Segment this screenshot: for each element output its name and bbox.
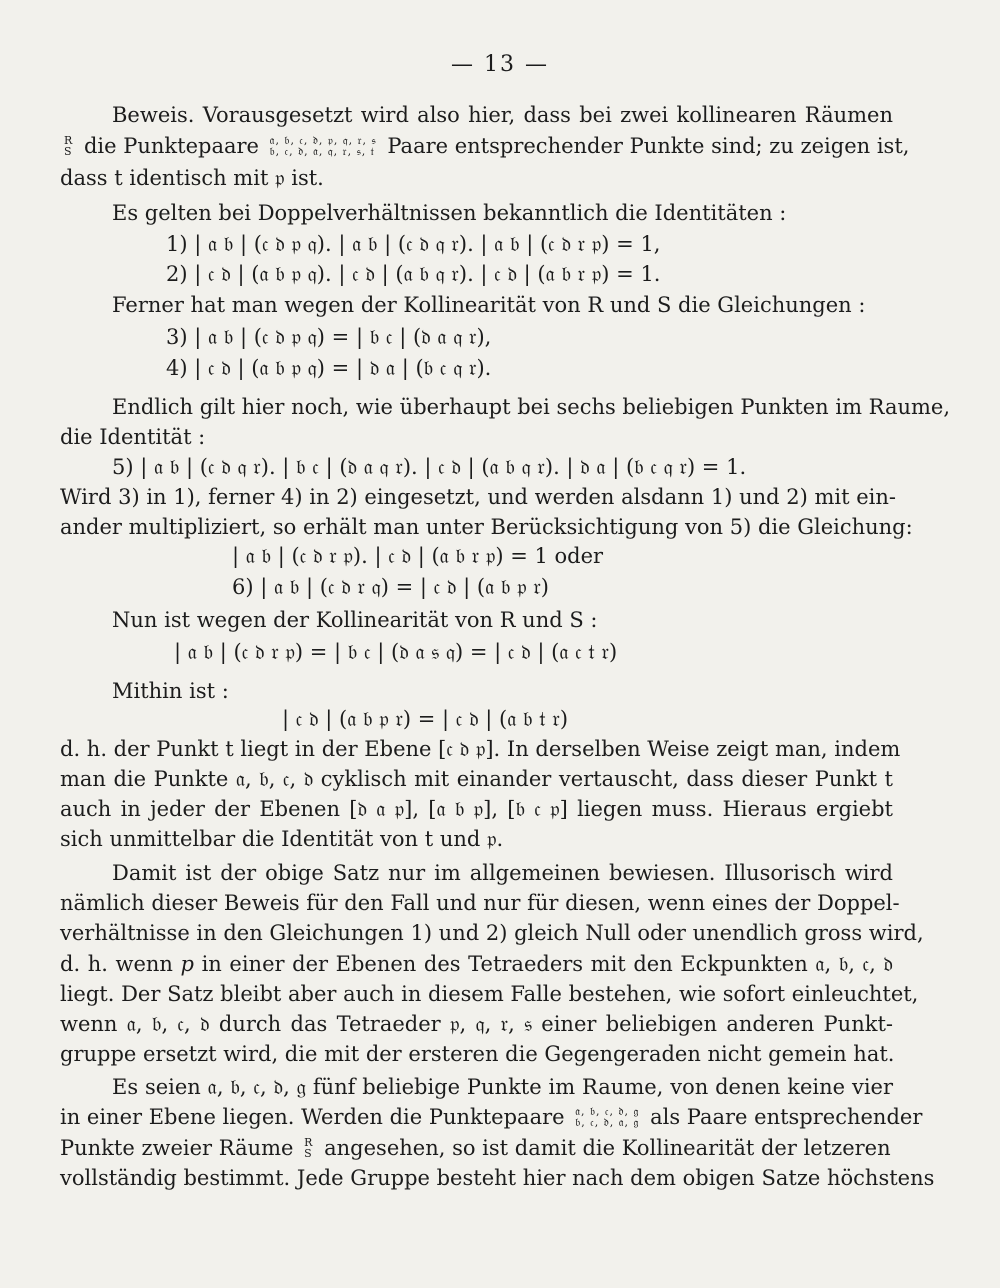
equation-5: 5) | 𝔞 𝔟 | (𝔠 𝔡 𝔮 𝔯). | 𝔟 𝔠 | (𝔡 𝔞 𝔮 𝔯). | 𝔠 𝔡 | (𝔞 𝔟 𝔮 𝔯). | 𝔡 𝔞 | (𝔟 𝔠 𝔮 𝔯) = 1.: [112, 455, 747, 479]
text-line: dass t identisch mit 𝔭 ist.: [60, 166, 324, 190]
text-line: Es seien 𝔞, 𝔟, 𝔠, 𝔡, 𝔤 fünf beliebige Punkte im Raume, von denen keine vier: [112, 1075, 893, 1099]
text-span: die Punktepaare: [83, 134, 259, 158]
text-line: gruppe ersetzt wird, die mit der ersteren die Gegengeraden nicht gemein hat.: [60, 1042, 895, 1066]
text-line: Beweis. Vorausgesetzt wird also hier, dass bei zwei kollinearen Räumen: [112, 103, 893, 127]
equation-7: | 𝔞 𝔟 | (𝔠 𝔡 𝔯 𝔭) = | 𝔟 𝔠 | (𝔡 𝔞 𝔰 𝔮) = | 𝔠 𝔡 | (𝔞 𝔠 𝔱 𝔯): [174, 640, 618, 664]
text-span: Paare entsprechender Punkte sind; zu zeigen ist,: [387, 134, 910, 158]
text-line: liegt. Der Satz bleibt aber auch in diesem Falle bestehen, wie sofort einleuchtet,: [60, 982, 919, 1006]
text-line: Mithin ist :: [112, 679, 229, 703]
text-line: sich unmittelbar die Identität von t und 𝔭.: [60, 827, 504, 851]
equation-4: 4) | 𝔠 𝔡 | (𝔞 𝔟 𝔭 𝔮) = | 𝔡 𝔞 | (𝔟 𝔠 𝔮 𝔯).: [166, 356, 492, 380]
text-span: Punkte zweier Räume: [60, 1136, 294, 1160]
text-line: Ferner hat man wegen der Kollinearität von R und S die Gleichungen :: [112, 293, 866, 317]
point-pairs-notation: 𝔞, 𝔟, 𝔠, 𝔡, 𝔭, 𝔮, 𝔯, 𝔰 𝔟, 𝔠, 𝔡, 𝔞, 𝔮, 𝔯, 𝔰, 𝔱: [269, 133, 377, 158]
space-notation: R S: [64, 133, 74, 158]
equation-6a: | 𝔞 𝔟 | (𝔠 𝔡 𝔯 𝔭). | 𝔠 𝔡 | (𝔞 𝔟 𝔯 𝔭) = 1 oder: [232, 544, 604, 568]
equation-2: 2) | 𝔠 𝔡 | (𝔞 𝔟 𝔭 𝔮). | 𝔠 𝔡 | (𝔞 𝔟 𝔮 𝔯). | 𝔠 𝔡 | (𝔞 𝔟 𝔯 𝔭) = 1.: [166, 262, 661, 286]
text-line: wenn 𝔞, 𝔟, 𝔠, 𝔡 durch das Tetraeder 𝔭, 𝔮, 𝔯, 𝔰 einer beliebigen anderen Punkt-: [60, 1012, 893, 1036]
text-line: d. h. der Punkt t liegt in der Ebene [𝔠 𝔡 𝔭]. In derselben Weise zeigt man, indem: [60, 737, 901, 761]
equation-1: 1) | 𝔞 𝔟 | (𝔠 𝔡 𝔭 𝔮). | 𝔞 𝔟 | (𝔠 𝔡 𝔮 𝔯). | 𝔞 𝔟 | (𝔠 𝔡 𝔯 𝔭) = 1,: [166, 232, 661, 256]
text-line: [60, 131, 910, 161]
text-line: verhältnisse in den Gleichungen 1) und 2) gleich Null oder unendlich gross wird,: [60, 921, 924, 945]
text-line: d. h. wenn 𝑝 in einer der Ebenen des Tetraeders mit den Eckpunkten 𝔞, 𝔟, 𝔠, 𝔡: [60, 952, 893, 976]
text-span: in einer Ebene liegen. Werden die Punktepaare: [60, 1105, 565, 1129]
text-line: Nun ist wegen der Kollinearität von R und S :: [112, 608, 598, 632]
text-line: die Identität :: [60, 425, 206, 449]
text-line: Damit ist der obige Satz nur im allgemeinen bewiesen. Illusorisch wird: [112, 861, 893, 885]
point-pairs-notation: 𝔞, 𝔟, 𝔠, 𝔡, 𝔤 𝔟, 𝔠, 𝔡, 𝔞, 𝔤: [575, 1104, 640, 1129]
text-span: als Paare entsprechender: [650, 1105, 923, 1129]
text-line: [60, 1133, 893, 1163]
equation-6: 6) | 𝔞 𝔟 | (𝔠 𝔡 𝔯 𝔮) = | 𝔠 𝔡 | (𝔞 𝔟 𝔭 𝔯): [232, 575, 549, 599]
space-notation: R S: [304, 1135, 314, 1160]
text-line: man die Punkte 𝔞, 𝔟, 𝔠, 𝔡 cyklisch mit einander vertauscht, dass dieser Punkt t: [60, 767, 893, 791]
text-line: vollständig bestimmt. Jede Gruppe besteht hier nach dem obigen Satze höchstens: [60, 1166, 935, 1190]
text-line: Endlich gilt hier noch, wie überhaupt bei sechs beliebigen Punkten im Raume,: [112, 395, 951, 419]
text-span: angesehen, so ist damit die Kollinearität der letzeren: [324, 1136, 891, 1160]
text-line: [60, 1102, 923, 1132]
text-line: nämlich dieser Beweis für den Fall und nur für diesen, wenn eines der Doppel-: [60, 891, 900, 915]
text-line: auch in jeder der Ebenen [𝔡 𝔞 𝔭], [𝔞 𝔟 𝔭], [𝔟 𝔠 𝔭] liegen muss. Hieraus ergiebt: [60, 797, 893, 821]
text-line: Es gelten bei Doppelverhältnissen bekanntlich die Identitäten :: [112, 201, 787, 225]
equation-8: | 𝔠 𝔡 | (𝔞 𝔟 𝔭 𝔯) = | 𝔠 𝔡 | (𝔞 𝔟 𝔱 𝔯): [282, 707, 569, 731]
text-line: Wird 3) in 1), ferner 4) in 2) eingesetzt, und werden alsdann 1) und 2) mit ein-: [60, 485, 896, 509]
text-line: ander multipliziert, so erhält man unter Berücksichtigung von 5) die Gleichung:: [60, 515, 913, 539]
page-number: — 13 —: [451, 52, 549, 77]
equation-3: 3) | 𝔞 𝔟 | (𝔠 𝔡 𝔭 𝔮) = | 𝔟 𝔠 | (𝔡 𝔞 𝔮 𝔯),: [166, 325, 492, 349]
